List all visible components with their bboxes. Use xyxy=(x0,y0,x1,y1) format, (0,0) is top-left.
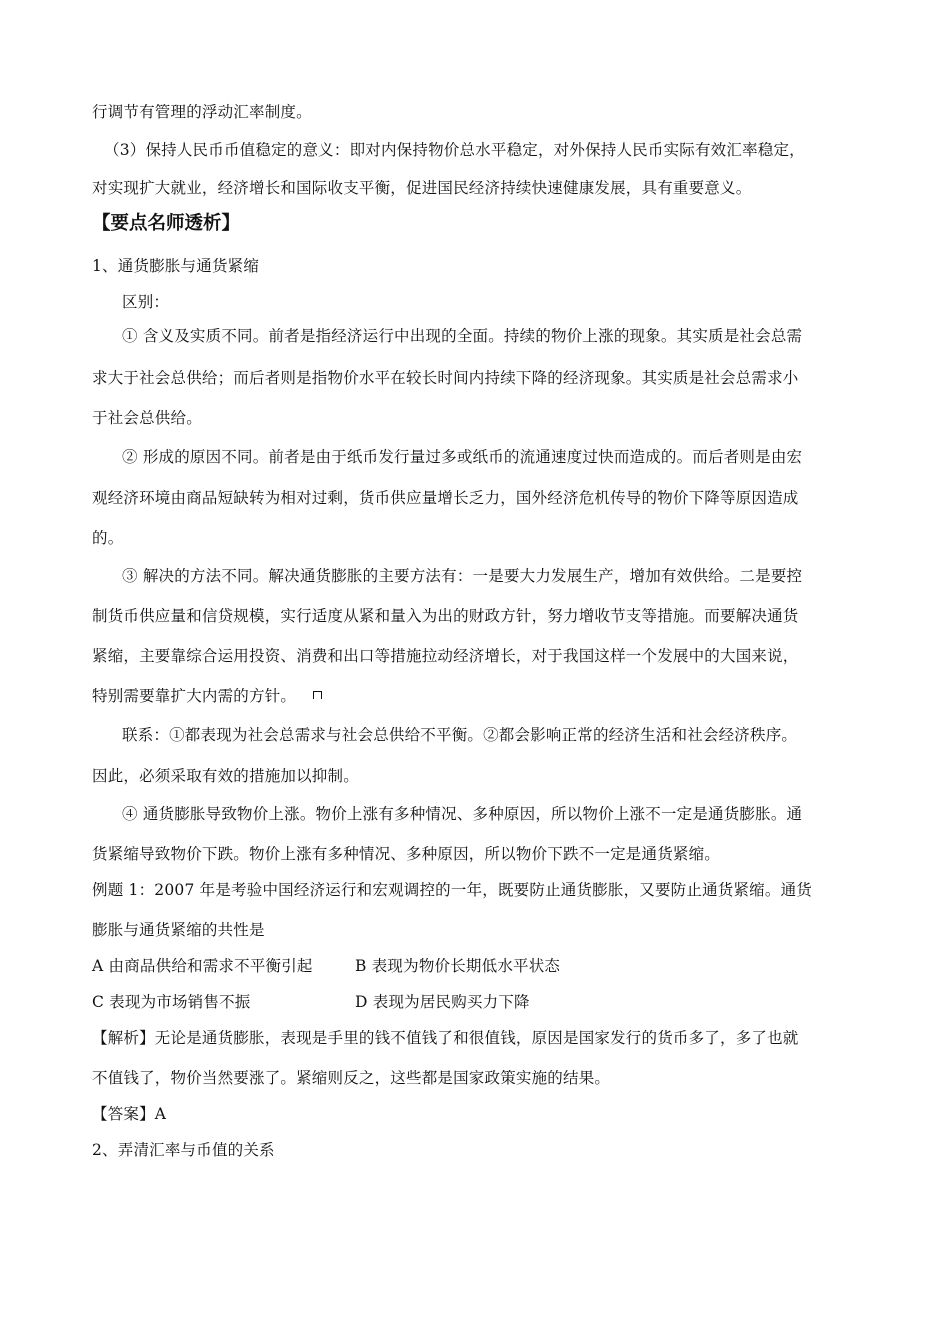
paragraph-line: 制货币供应量和信贷规模，实行适度从紧和量入为出的财政方针，努力增收节支等措施。而要解决通货 xyxy=(92,607,799,625)
paragraph-line: ④ 通货膨胀导致物价上涨。物价上涨有多种情况、多种原因，所以物价上涨不一定是通货膨胀。通 xyxy=(122,805,803,823)
analysis-text: 不值钱了，物价当然要涨了。紧缩则反之，这些都是国家政策实施的结果。 xyxy=(92,1069,611,1087)
paragraph-line: ② 形成的原因不同。前者是由于纸币发行量过多或纸币的流通速度过快而造成的。而后者则是由宏 xyxy=(122,448,803,466)
option-a: A 由商品供给和需求不平衡引起 xyxy=(92,957,313,975)
paragraph-line: 于社会总供给。 xyxy=(92,409,202,427)
paragraph-line: 观经济环境由商品短缺转为相对过剩，货币供应量增长乏力，国外经济危机传导的物价下降等原因造成 xyxy=(92,489,799,507)
paragraph-line: （3）保持人民币币值稳定的意义：即对内保持物价总水平稳定，对外保持人民币实际有效汇率稳定， xyxy=(104,141,805,159)
paragraph-line: ③ 解决的方法不同。解决通货膨胀的主要方法有：一是要大力发展生产，增加有效供给。二是要控 xyxy=(122,567,803,585)
answer-label: 【答案】A xyxy=(92,1105,167,1123)
option-d: D 表现为居民购买力下降 xyxy=(355,993,530,1011)
paragraph-line: ① 含义及实质不同。前者是指经济运行中出现的全面。持续的物价上涨的现象。其实质是社会总需 xyxy=(122,327,803,345)
subsection-title: 1、通货膨胀与通货紧缩 xyxy=(92,257,260,275)
example-question: 膨胀与通货紧缩的共性是 xyxy=(92,921,265,939)
paragraph-line: 因此，必须采取有效的措施加以抑制。 xyxy=(92,767,359,785)
paragraph-line: 行调节有管理的浮动汇率制度。 xyxy=(92,103,312,121)
subsection-title: 2、弄清汇率与币值的关系 xyxy=(92,1141,275,1159)
paragraph-line: 对实现扩大就业，经济增长和国际收支平衡，促进国民经济持续快速健康发展，具有重要意义。 xyxy=(92,179,752,197)
paragraph-line: 求大于社会总供给；而后者则是指物价水平在较长时间内持续下降的经济现象。其实质是社会总需求小 xyxy=(92,369,799,387)
option-b: B 表现为物价长期低水平状态 xyxy=(355,957,561,975)
editor-mark-icon xyxy=(313,691,322,699)
analysis-text: 【解析】无论是通货膨胀，表现是手里的钱不值钱了和很值钱，原因是国家发行的货币多了，多了也就 xyxy=(92,1029,799,1047)
example-question: 例题 1：2007 年是考验中国经济运行和宏观调控的一年，既要防止通货膨胀，又要防止通货紧缩。通货 xyxy=(92,881,812,899)
paragraph-line: 区别： xyxy=(122,293,170,311)
paragraph-line: 货紧缩导致物价下跌。物价上涨有多种情况、多种原因，所以物价下跌不一定是通货紧缩。 xyxy=(92,845,721,863)
paragraph-line: 特别需要靠扩大内需的方针。 xyxy=(92,687,297,705)
paragraph-line: 的。 xyxy=(92,529,124,547)
paragraph-line: 紧缩，主要靠综合运用投资、消费和出口等措施拉动经济增长，对于我国这样一个发展中的大国来说， xyxy=(92,647,799,665)
option-c: C 表现为市场销售不振 xyxy=(92,993,251,1011)
paragraph-line: 联系：①都表现为社会总需求与社会总供给不平衡。②都会影响正常的经济生活和社会经济秩序。 xyxy=(122,726,798,744)
section-heading: 【要点名师透析】 xyxy=(92,213,241,234)
